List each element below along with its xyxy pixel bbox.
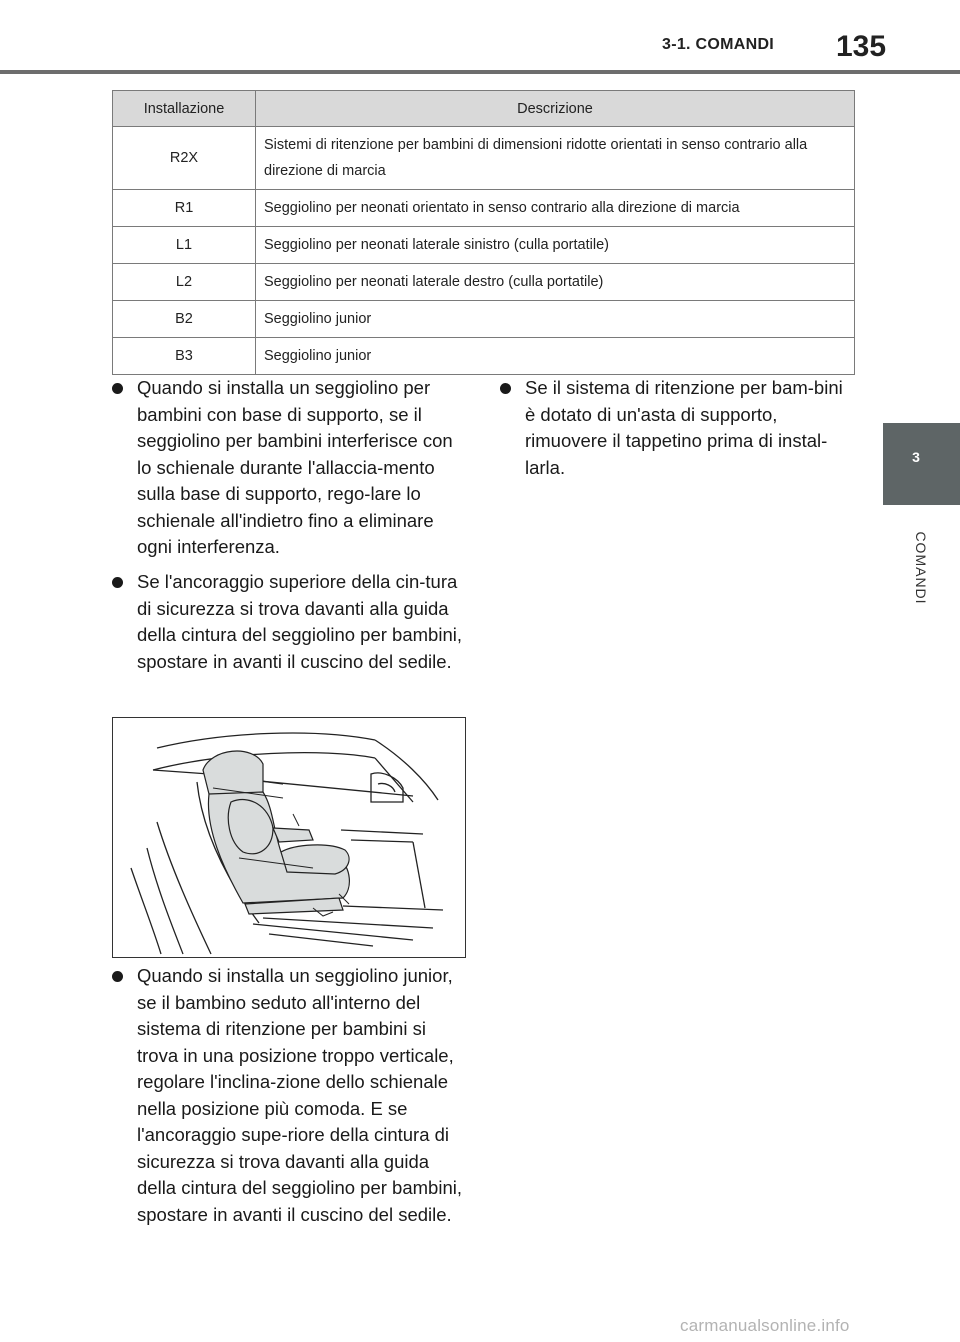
bullet-text: Se il sistema di ritenzione per bam-bini è dotato di un'asta di supporto, rimuovere il tappetino prima di instal-larla. (525, 377, 843, 478)
header-rule (0, 70, 960, 74)
table-cell-code: L2 (113, 264, 256, 301)
child-seat-illustration (112, 717, 466, 958)
bullet-dot-icon (112, 577, 123, 588)
bullet-text: Quando si installa un seggiolino junior, se il bambino seduto all'interno del sistema di ritenzione per bambini si trova in una posizione troppo verticale, regolare l'inclina-zione dello schienale nella posizione più comoda. E se l'ancoraggio supe-riore della cintura di sicurezza si trova davanti alla guida della cintura del seggiolino per bambini, spostare in avanti il cuscino del sedile. (137, 965, 462, 1225)
table-cell-code: R2X (113, 127, 256, 190)
table-cell-code: B2 (113, 301, 256, 338)
bullet-dot-icon (112, 383, 123, 394)
table-cell-code: B3 (113, 338, 256, 375)
bullet-item (112, 569, 468, 675)
page-number: 135 (836, 30, 887, 63)
table-cell-description: Seggiolino junior (256, 301, 855, 338)
car-seat-drawing-icon (113, 718, 464, 956)
bullet-text: Quando si installa un seggiolino per bambini con base di supporto, se il seggiolino per bambini interferisce con lo schienale durante l'allaccia-mento sulla base di supporto, rego-lare lo schienale all'indietro fino a eliminare ogni interferenza. (137, 377, 453, 557)
chapter-tab-number: 3 (912, 449, 920, 465)
bullet-item (112, 963, 468, 1228)
table-row (113, 264, 855, 301)
table-cell-description: Seggiolino per neonati laterale destro (culla portatile) (256, 264, 855, 301)
bullet-dot-icon (500, 383, 511, 394)
table-header-descrizione: Descrizione (256, 91, 855, 127)
bullet-item (112, 375, 468, 561)
table-cell-description: Seggiolino junior (256, 338, 855, 375)
table-row (113, 301, 855, 338)
bullet-dot-icon (112, 971, 123, 982)
table-cell-code: L1 (113, 227, 256, 264)
table-row (113, 227, 855, 264)
table-row (113, 338, 855, 375)
chapter-tab-label: COMANDI (913, 531, 929, 605)
table-cell-description: Seggiolino per neonati laterale sinistro (culla portatile) (256, 227, 855, 264)
table-cell-description: Seggiolino per neonati orientato in senso contrario alla direzione di marcia (256, 190, 855, 227)
table-row (113, 127, 855, 190)
installation-table (112, 90, 855, 375)
watermark: carmanualsonline.info (680, 1316, 850, 1335)
chapter-tab[interactable] (883, 423, 960, 505)
section-title: 3-1. COMANDI (662, 36, 775, 53)
table-header-installazione: Installazione (113, 91, 256, 127)
bullet-text: Se l'ancoraggio superiore della cin-tura di sicurezza si trova davanti alla guida della cintura del seggiolino per bambini, spostare in avanti il cuscino del sedile. (137, 571, 462, 672)
table-header-row (113, 91, 855, 127)
bullet-item (500, 375, 852, 481)
table-cell-description: Sistemi di ritenzione per bambini di dimensioni ridotte orientati in senso contrario alla direzione di marcia (256, 127, 855, 190)
table-cell-code: R1 (113, 190, 256, 227)
table-row (113, 190, 855, 227)
